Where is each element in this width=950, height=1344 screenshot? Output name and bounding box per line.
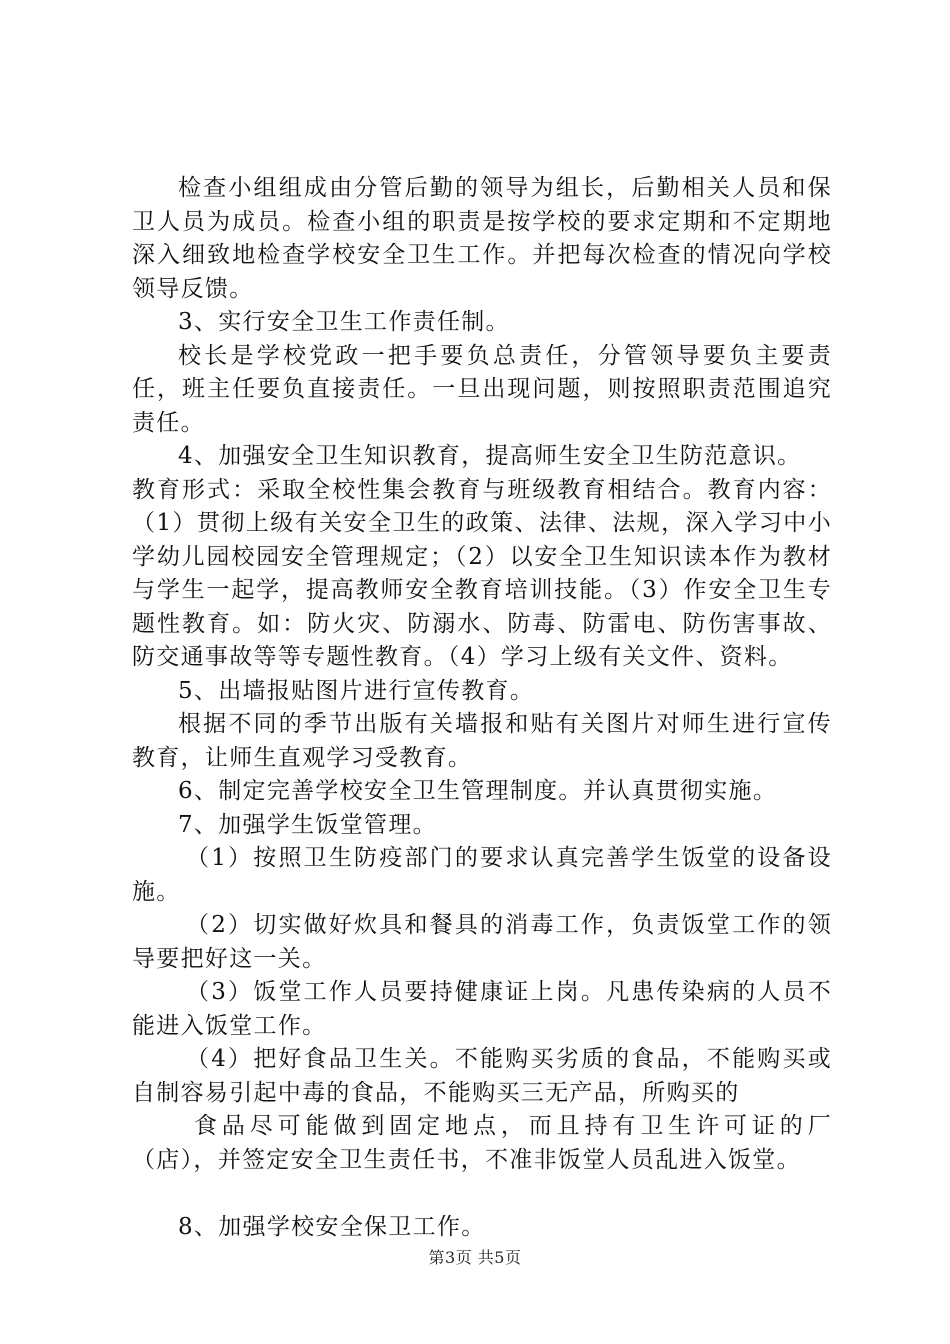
heading-canteen-management: 7、加强学生饭堂管理。 <box>178 811 437 838</box>
paragraph-principal-responsibility: 校长是学校党政一把手要负总责任，分管领导要负主要责任，班主任要负直接责任。一旦出现问题，则按照职责范围追究责任。 <box>132 342 832 436</box>
paragraph-wall-newspaper: 根据不同的季节出版有关墙报和贴有关图片对师生进行宣传教育，让师生直观学习受教育。 <box>132 711 832 771</box>
heading-management-system: 6、制定完善学校安全卫生管理制度。并认真贯彻实施。 <box>178 778 778 804</box>
heading-safety-education: 4、加强安全卫生知识教育，提高师生安全卫生防范意识。 <box>178 443 802 469</box>
paragraph-canteen-item-3: （3）饭堂工作人员要持健康证上岗。凡患传染病的人员不能进入饭堂工作。 <box>132 979 832 1039</box>
heading-security-work: 8、加强学校安全保卫工作。 <box>178 1214 486 1240</box>
paragraph-canteen-item-4-continued: 食品尽可能做到固定地点，而且持有卫生许可证的厂（店），并签定安全卫生责任书，不准非饭堂人员乱进入饭堂。 <box>132 1113 832 1173</box>
paragraph-inspection-team: 检查小组组成由分管后勤的领导为组长，后勤相关人员和保卫人员为成员。检查小组的职责是按学校的要求定期和不定期地深入细致地检查学校安全卫生工作。并把每次检查的情况向学校领导反馈。 <box>132 175 832 302</box>
page-footer: 第3页 共5页 <box>428 1248 522 1267</box>
paragraph-canteen-item-2: （2）切实做好炊具和餐具的消毒工作，负责饭堂工作的领导要把好这一关。 <box>132 912 832 972</box>
paragraph-education-content: 教育形式：采取全校性集会教育与班级教育相结合。教育内容：（1）贯彻上级有关安全卫生的政策、法律、法规，深入学习中小学幼儿园校园安全管理规定；（2）以安全卫生知识读本作为教材与学生一起学，提高教师安全教育培训技能。（3）作安全卫生专题性教育。如：防火灾、防溺水、防毒、防雷电、防伤害事故、防交通事故等等专题性教育。（4）学习上级有关文件、资料。 <box>132 476 832 670</box>
heading-responsibility-system: 3、实行安全卫生工作责任制。 <box>178 309 510 335</box>
paragraph-canteen-item-1: （1）按照卫生防疫部门的要求认真完善学生饭堂的设备设施。 <box>132 845 832 905</box>
document-body <box>132 172 832 1245</box>
paragraph-canteen-item-4: （4）把好食品卫生关。不能购买劣质的食品，不能购买或自制容易引起中毒的食品，不能购买三无产品，所购买的 <box>132 1046 832 1106</box>
heading-wall-newspaper: 5、出墙报贴图片进行宣传教育。 <box>178 677 535 704</box>
